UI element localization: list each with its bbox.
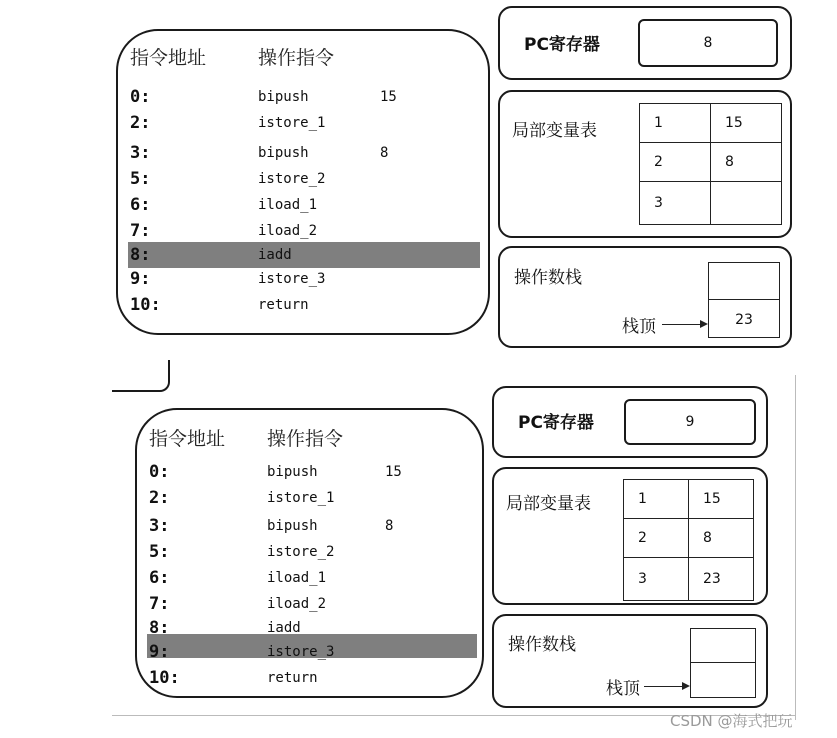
instruction-address: 7:: [130, 221, 151, 241]
instruction-panel-1: [116, 29, 490, 335]
local-var-value: 23: [689, 558, 754, 601]
instruction-address: 5:: [149, 542, 170, 562]
operand-stack: [708, 262, 780, 338]
local-var-row: [624, 558, 754, 601]
local-var-row: [640, 143, 782, 182]
instruction-address: 10:: [130, 295, 161, 315]
instruction-opcode: bipush: [258, 145, 309, 161]
operand-stack: [690, 628, 756, 698]
instruction-opcode: istore_1: [258, 115, 326, 131]
local-var-index: 2: [624, 519, 689, 558]
stack-top-arrow: [662, 324, 706, 325]
local-var-index: 3: [624, 558, 689, 601]
previous-frame-fragment: [112, 360, 170, 392]
instruction-opcode: bipush: [267, 518, 318, 534]
stack-slot: [691, 663, 755, 699]
instruction-opcode: istore_2: [258, 171, 326, 187]
instruction-opcode: bipush: [258, 89, 309, 105]
instruction-row: [149, 568, 479, 592]
instruction-row: [149, 516, 479, 540]
local-var-label: 局部变量表: [506, 494, 591, 514]
instruction-row: [130, 87, 460, 111]
operand-stack-label: 操作数栈: [514, 268, 582, 288]
instruction-row: [149, 488, 479, 512]
local-var-panel-1: [498, 90, 792, 238]
instruction-operand: 15: [385, 464, 402, 480]
instruction-opcode: return: [258, 297, 309, 313]
instruction-row: [149, 668, 479, 692]
instruction-address: 0:: [130, 87, 151, 107]
local-var-value: 8: [711, 143, 782, 182]
stack-top-arrow: [644, 686, 688, 687]
instruction-row: [130, 269, 460, 293]
instruction-address: 9:: [130, 269, 151, 289]
instruction-address: 10:: [149, 668, 180, 688]
instruction-operand: 15: [380, 89, 397, 105]
pc-register-panel-2: [492, 386, 768, 458]
instruction-opcode: istore_3: [258, 271, 326, 287]
instruction-opcode: istore_2: [267, 544, 335, 560]
instruction-opcode: istore_1: [267, 490, 335, 506]
instruction-address: 0:: [149, 462, 170, 482]
operand-stack-label: 操作数栈: [508, 635, 576, 655]
watermark: CSDN @海式把玩: [670, 712, 793, 730]
instruction-opcode: bipush: [267, 464, 318, 480]
operand-stack-panel-2: [492, 614, 768, 708]
instruction-operand: 8: [380, 145, 389, 161]
instruction-row: [130, 195, 460, 219]
instruction-address: 2:: [149, 488, 170, 508]
instruction-address: 3:: [149, 516, 170, 536]
local-var-row: [640, 104, 782, 143]
instruction-address: 8:: [149, 618, 170, 638]
instruction-row: [130, 295, 460, 319]
instruction-panel-2: [135, 408, 484, 698]
stack-slot: [691, 629, 755, 663]
stack-slot: 23: [735, 311, 753, 328]
instruction-row: [149, 594, 479, 618]
instruction-row: [130, 113, 460, 137]
local-var-row: [640, 182, 782, 225]
pc-register-value: 9: [624, 399, 756, 445]
stack-top-label: 栈顶: [606, 679, 640, 699]
instruction-opcode: iload_1: [258, 197, 318, 213]
local-var-index: 1: [640, 104, 711, 143]
instruction-address: 3:: [130, 143, 151, 163]
local-var-value: 8: [689, 519, 754, 558]
header-address: 指令地址: [130, 47, 207, 69]
pc-register-panel-1: [498, 6, 792, 80]
instruction-row: [130, 143, 460, 167]
pc-register-value: 8: [638, 19, 778, 67]
local-var-panel-2: [492, 467, 768, 605]
local-var-table: [639, 103, 782, 225]
instruction-address: 6:: [130, 195, 151, 215]
operand-stack-panel-1: [498, 246, 792, 348]
instruction-row: [149, 462, 479, 486]
local-var-table: [623, 479, 754, 601]
local-var-value: 15: [711, 104, 782, 143]
local-var-row: [624, 480, 754, 519]
instruction-address: 6:: [149, 568, 170, 588]
local-var-label: 局部变量表: [512, 121, 597, 141]
pc-register-label: PC寄存器: [518, 413, 594, 433]
instruction-opcode: iadd: [258, 247, 292, 263]
instruction-address: 2:: [130, 113, 151, 133]
local-var-value: [711, 182, 782, 225]
instruction-address: 8:: [130, 245, 151, 265]
instruction-row: [130, 245, 460, 269]
local-var-index: 1: [624, 480, 689, 519]
instruction-opcode: iload_2: [267, 596, 327, 612]
instruction-address: 5:: [130, 169, 151, 189]
instruction-row: [149, 618, 479, 642]
instruction-opcode: iadd: [267, 620, 301, 636]
header-operation: 操作指令: [267, 428, 344, 450]
instruction-row: [149, 642, 479, 666]
pc-register-label: PC寄存器: [524, 35, 600, 55]
instruction-address: 9:: [149, 642, 170, 662]
header-address: 指令地址: [149, 428, 226, 450]
local-var-index: 3: [640, 182, 711, 225]
instruction-opcode: return: [267, 670, 318, 686]
header-operation: 操作指令: [258, 47, 335, 69]
stack-top-label: 栈顶: [622, 317, 656, 337]
instruction-address: 7:: [149, 594, 170, 614]
instruction-opcode: istore_3: [267, 644, 335, 660]
local-var-index: 2: [640, 143, 711, 182]
instruction-operand: 8: [385, 518, 394, 534]
local-var-value: 15: [689, 480, 754, 519]
instruction-row: [130, 221, 460, 245]
instruction-row: [149, 542, 479, 566]
instruction-opcode: iload_2: [258, 223, 318, 239]
divider-vertical: [795, 375, 796, 720]
local-var-row: [624, 519, 754, 558]
stack-slot: [709, 263, 779, 300]
instruction-row: [130, 169, 460, 193]
instruction-opcode: iload_1: [267, 570, 327, 586]
